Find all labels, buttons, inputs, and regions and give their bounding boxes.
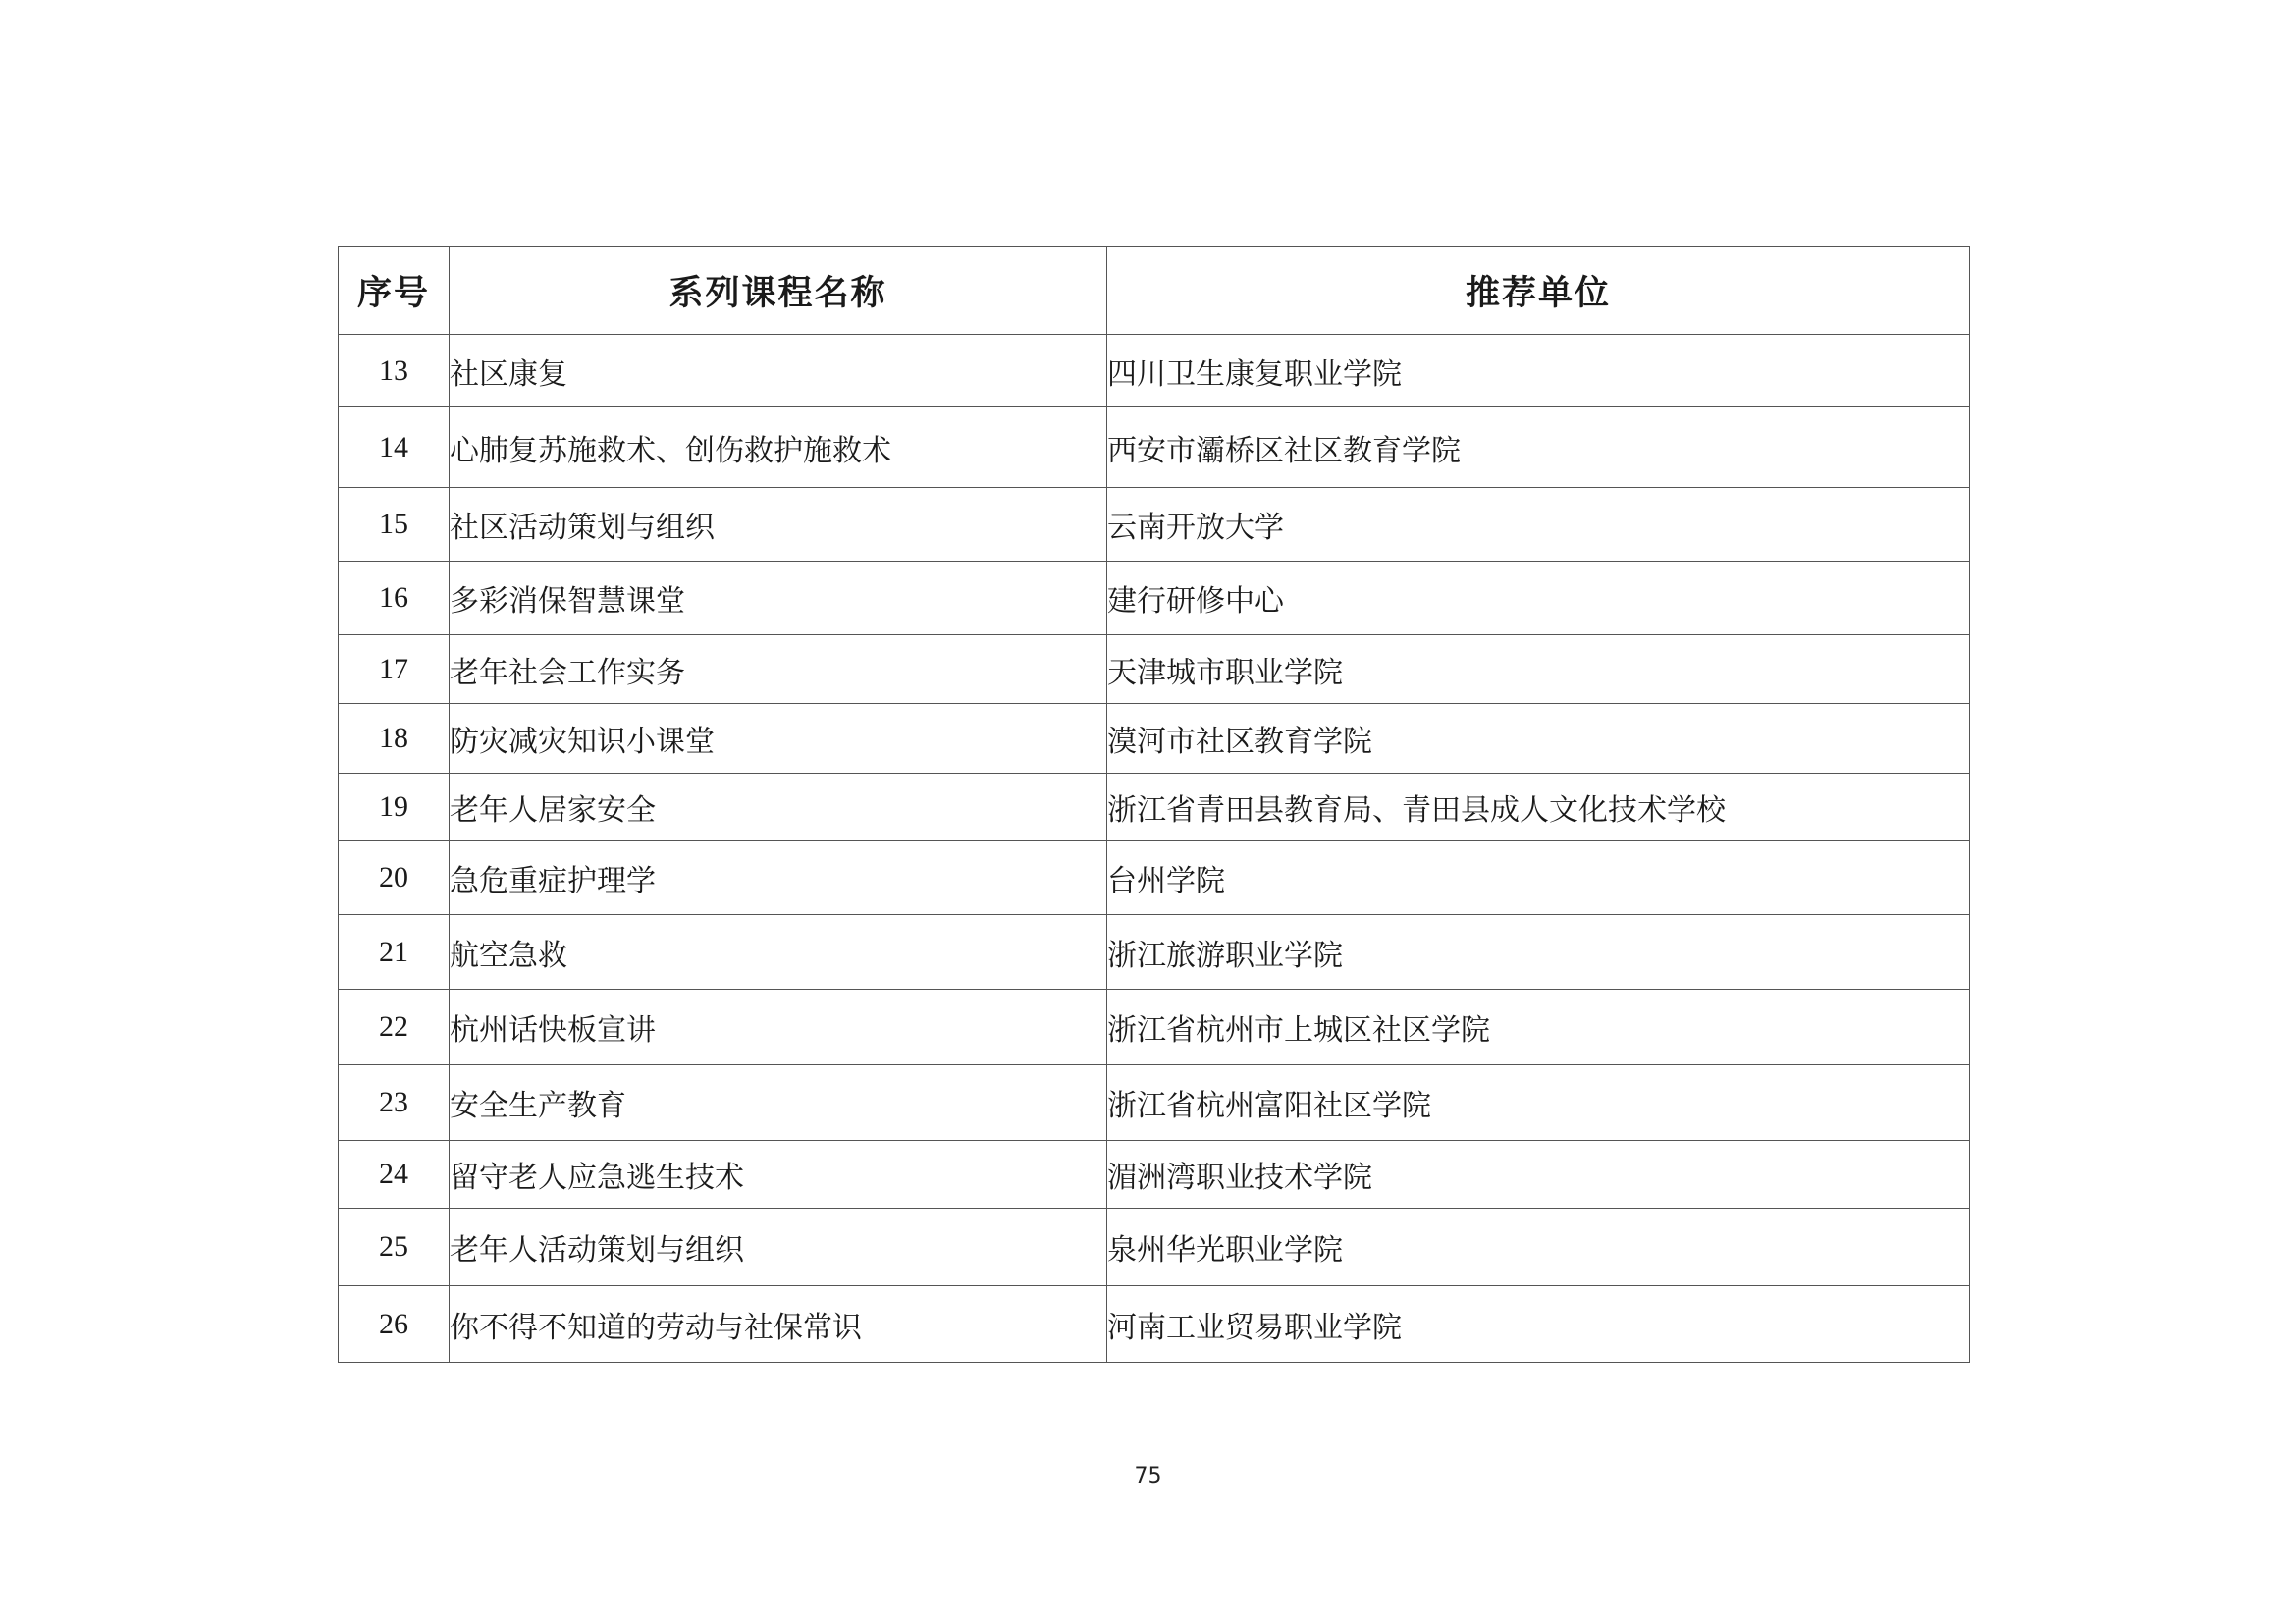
row-index: 24 [339,1141,450,1209]
header-recommender: 推荐单位 [1107,247,1970,335]
table-row [339,488,1970,562]
row-index: 14 [339,407,450,488]
table-row [339,990,1970,1065]
table-row [339,335,1970,407]
row-course-name: 社区康复 [450,335,1107,407]
row-course-name: 老年人活动策划与组织 [450,1209,1107,1286]
row-recommender: 云南开放大学 [1107,488,1970,562]
row-recommender: 浙江省青田县教育局、青田县成人文化技术学校 [1107,774,1970,841]
row-recommender: 四川卫生康复职业学院 [1107,335,1970,407]
row-recommender: 建行研修中心 [1107,562,1970,635]
row-course-name: 心肺复苏施救术、创伤救护施救术 [450,407,1107,488]
row-index: 17 [339,635,450,704]
row-course-name: 社区活动策划与组织 [450,488,1107,562]
header-course-name: 系列课程名称 [450,247,1107,335]
table-row [339,407,1970,488]
row-recommender: 浙江省杭州市上城区社区学院 [1107,990,1970,1065]
table-row [339,1141,1970,1209]
course-table [338,246,1970,1363]
table-row [339,704,1970,774]
row-course-name: 安全生产教育 [450,1065,1107,1141]
row-index: 16 [339,562,450,635]
row-index: 15 [339,488,450,562]
row-index: 21 [339,915,450,990]
row-recommender: 天津城市职业学院 [1107,635,1970,704]
row-recommender: 浙江省杭州富阳社区学院 [1107,1065,1970,1141]
table-header [339,247,1970,335]
row-recommender: 河南工业贸易职业学院 [1107,1286,1970,1363]
table-row [339,1065,1970,1141]
row-recommender: 台州学院 [1107,841,1970,915]
table-row [339,774,1970,841]
table-row [339,1209,1970,1286]
table-row [339,562,1970,635]
row-course-name: 多彩消保智慧课堂 [450,562,1107,635]
row-index: 22 [339,990,450,1065]
row-index: 25 [339,1209,450,1286]
row-recommender: 西安市灞桥区社区教育学院 [1107,407,1970,488]
row-index: 13 [339,335,450,407]
table-row [339,915,1970,990]
table-row [339,1286,1970,1363]
row-index: 19 [339,774,450,841]
row-recommender: 泉州华光职业学院 [1107,1209,1970,1286]
row-course-name: 航空急救 [450,915,1107,990]
row-index: 20 [339,841,450,915]
header-index: 序号 [339,247,450,335]
row-recommender: 湄洲湾职业技术学院 [1107,1141,1970,1209]
table-row [339,841,1970,915]
row-course-name: 防灾减灾知识小课堂 [450,704,1107,774]
row-course-name: 你不得不知道的劳动与社保常识 [450,1286,1107,1363]
row-index: 18 [339,704,450,774]
header-row [339,247,1970,335]
row-course-name: 急危重症护理学 [450,841,1107,915]
row-recommender: 漠河市社区教育学院 [1107,704,1970,774]
row-recommender: 浙江旅游职业学院 [1107,915,1970,990]
page-number: 75 [1134,1464,1162,1489]
table-body [339,335,1970,1363]
row-course-name: 老年人居家安全 [450,774,1107,841]
row-index: 23 [339,1065,450,1141]
row-course-name: 留守老人应急逃生技术 [450,1141,1107,1209]
row-course-name: 杭州话快板宣讲 [450,990,1107,1065]
row-index: 26 [339,1286,450,1363]
table-row [339,635,1970,704]
row-course-name: 老年社会工作实务 [450,635,1107,704]
